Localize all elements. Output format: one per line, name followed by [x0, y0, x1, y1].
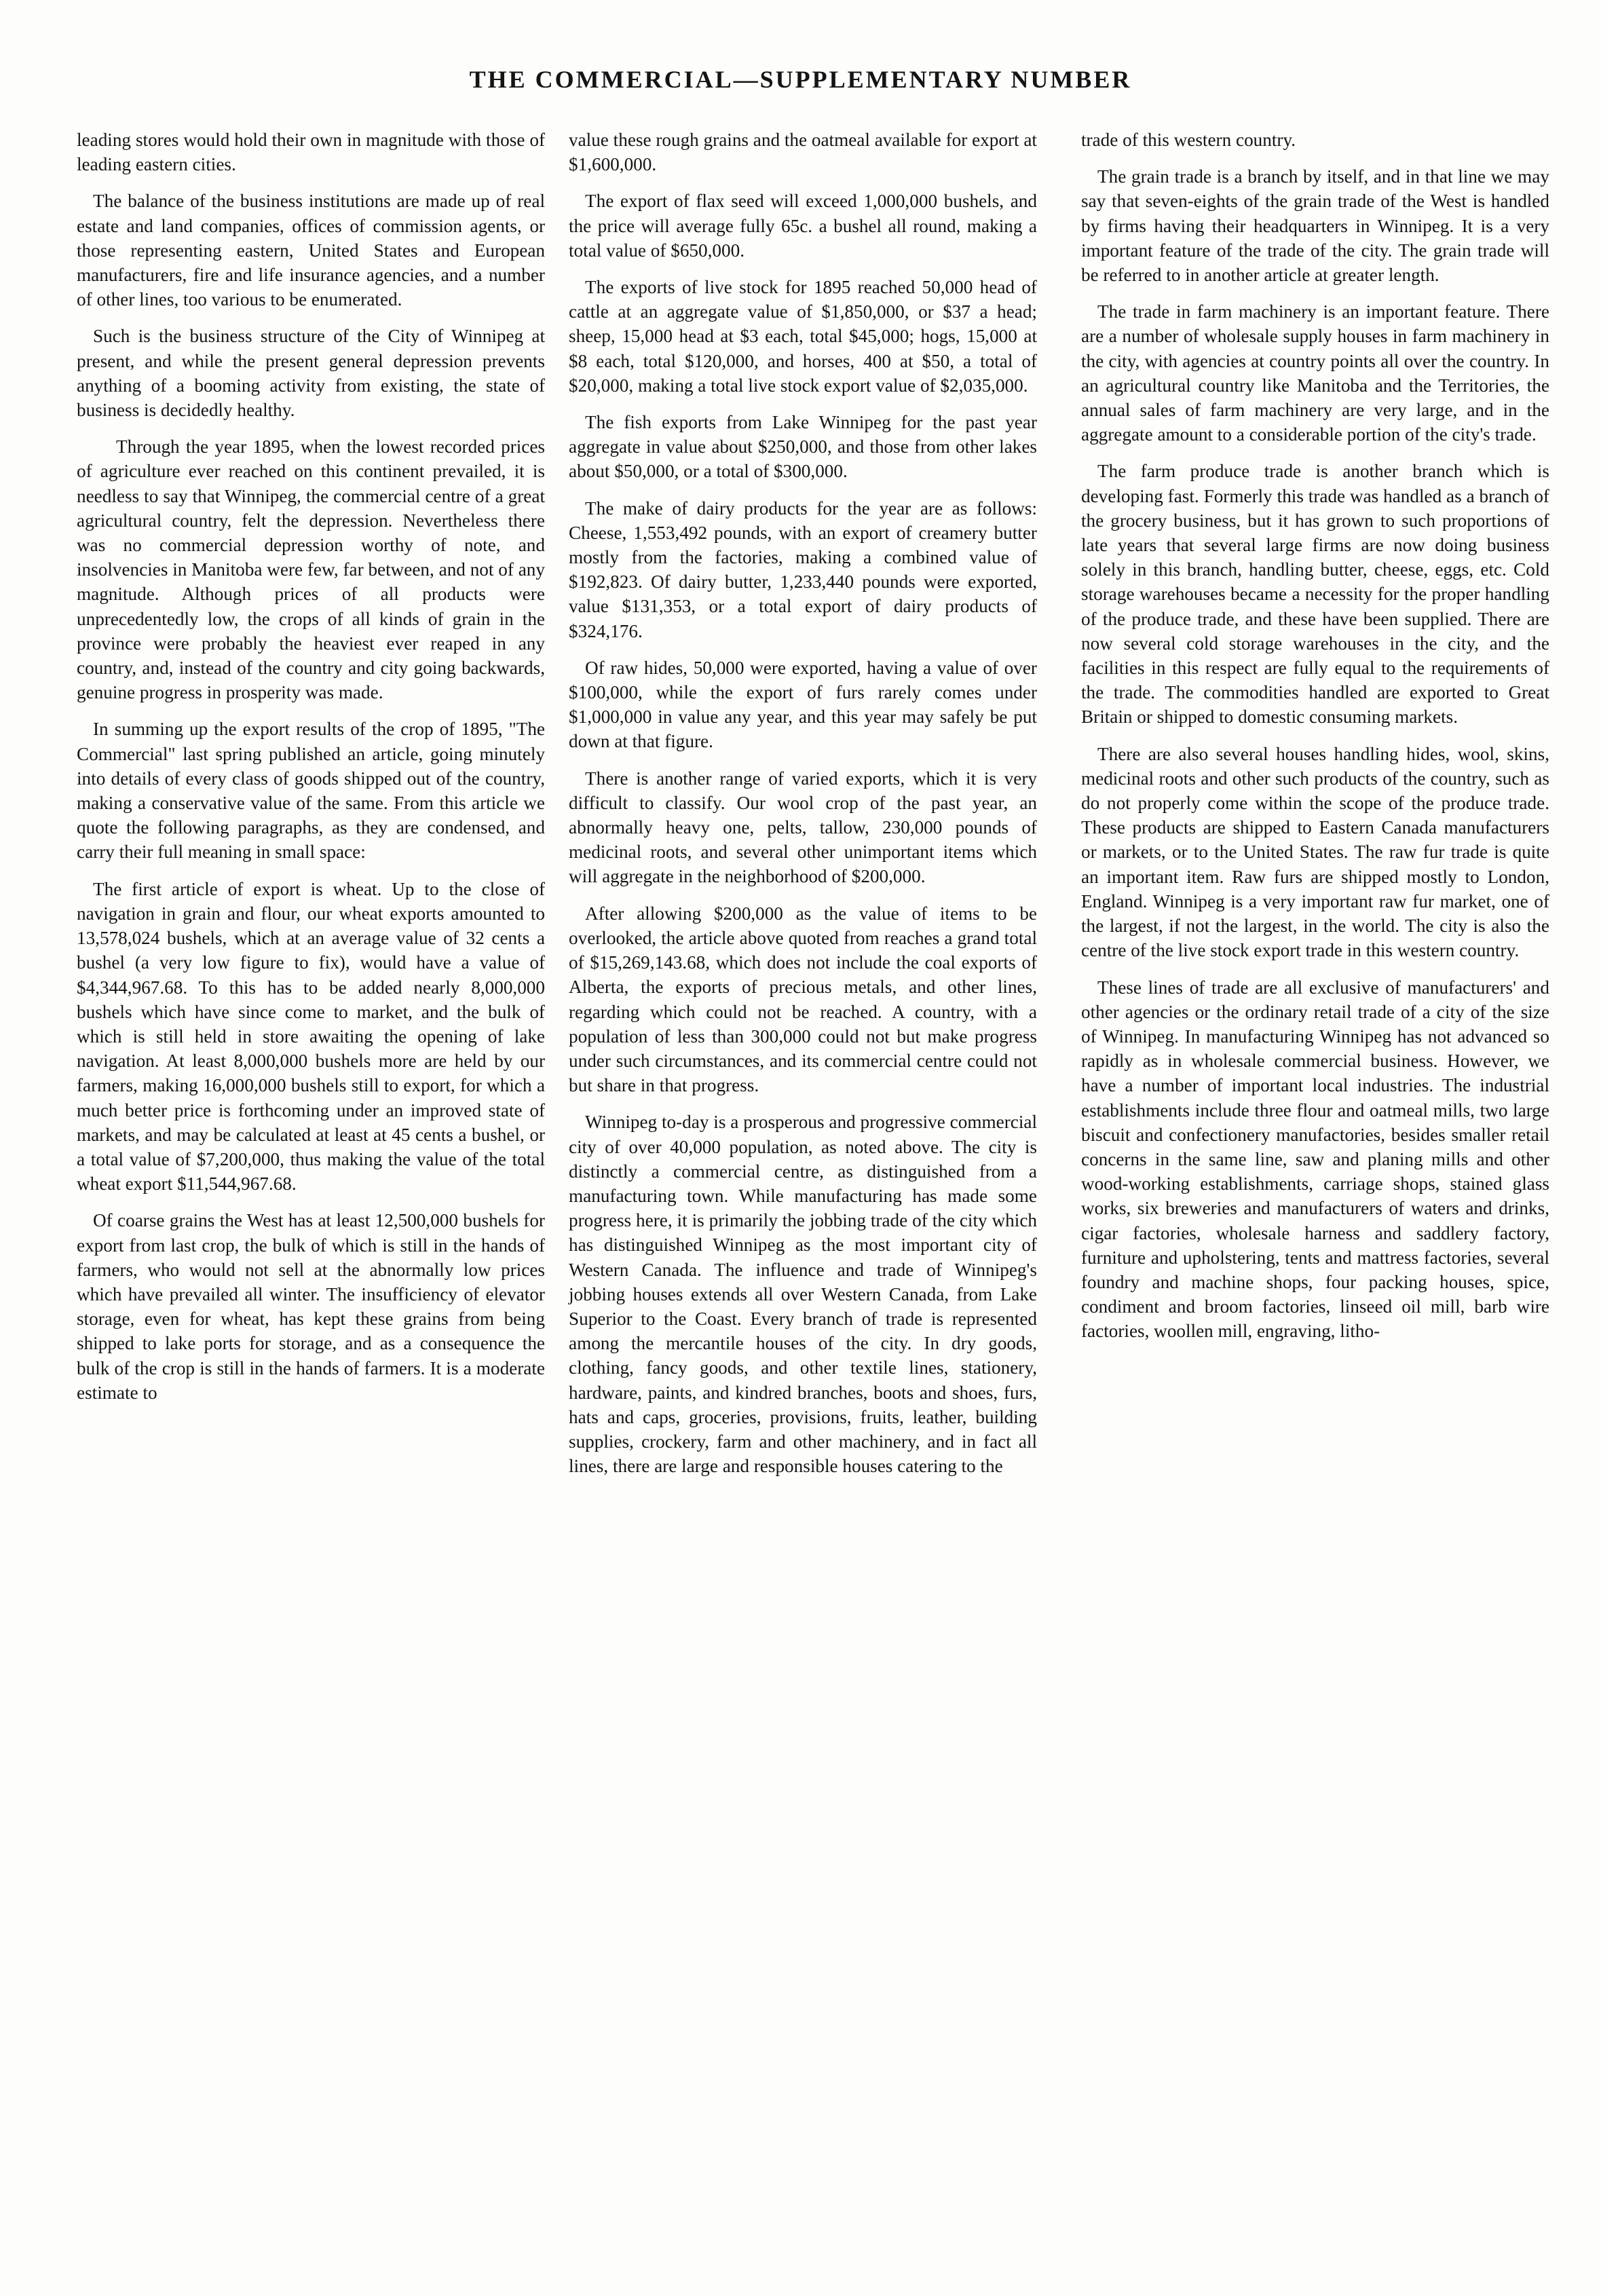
paragraph: The trade in farm machinery is an important feature. There are a number of wholesale supply houses in farm machinery in the city, with agencies at country points all over the country. In an agricultural country like Manitoba and the Territories, the annual sales of farm machinery are very large, and in the aggregate amount to a considerable portion of the city's trade. [1081, 301, 1549, 445]
paragraph: trade of this western country. [1081, 130, 1296, 150]
column-2 [569, 128, 1037, 1490]
paragraph: There are also several houses handling hides, wool, skins, medicinal roots and other such products of the country, such as do not properly come within the scope of the produce trade. These products are shipped to Eastern Canada manufacturers or markets, or to the United States. The raw fur trade is quite an important item. Raw furs are shipped mostly to London, England. Winnipeg is a very important raw fur market, one of the largest, if not the largest, in the world. The city is also the centre of the live stock export trade in this western country. [1081, 743, 1549, 961]
paragraph: Of coarse grains the West has at least 12,500,000 bushels for export from last crop, the bulk of which is still in the hands of farmers, who would not sell at the abnormally low prices which have prevailed all winter. The insufficiency of elevator storage, even for wheat, has kept these grains from being shipped to lake ports for storage, and as a consequence the bulk of the crop is still in the hands of farmers. It is a moderate estimate to [77, 1210, 545, 1403]
paragraph: The make of dairy products for the year are as follows: Cheese, 1,553,492 pounds, with an export of creamery butter mostly from the factories, making a combined value of $192,823. Of dairy butter, 1,233,440 pounds were exported, value $131,353, or a total export of dairy products of $324,176. [569, 497, 1037, 641]
paragraph: The exports of live stock for 1895 reached 50,000 head of cattle at an aggregate value of $1,850,000, or $37 a head; sheep, 15,000 head at $3 each, total $45,000; hogs, 15,000 at $8 each, total $120,000, and horses, 400 at $50, a total of $20,000, making a total live stock export value of $2,035,000. [569, 277, 1037, 396]
paragraph: The fish exports from Lake Winnipeg for the past year aggregate in value about $250,000, and those from other lakes about $50,000, or a total of $300,000. [569, 412, 1037, 482]
paragraph: value these rough grains and the oatmeal available for export at $1,600,000. [569, 130, 1037, 175]
page-header: THE COMMERCIAL—SUPPLEMENTARY NUMBER [469, 66, 1132, 93]
paragraph: After allowing $200,000 as the value of items to be overlooked, the article above quoted from reaches a grand total of $15,269,143.68, which does not include the coal exports of Alberta, the exports of precious metals, and other lines, regarding which could not be reached. A country, with a population of less than 300,000 could not but make progress under such circumstances, and its commercial centre could not but share in that progress. [569, 903, 1037, 1096]
paragraph: The farm produce trade is another branch which is developing fast. Formerly this trade was handled as a branch of the grocery business, but it has grown to such proportions of late years that several large firms are now doing business solely in this branch, handling butter, cheese, eggs, etc. Cold storage warehouses became a necessity for the proper handling of the produce trade, and these have been supplied. There are now several cold storage warehouses in the city, and the facilities in this respect are fully equal to the requirements of the trade. The commodities handled are exported to Great Britain or shipped to domestic consuming markets. [1081, 461, 1549, 728]
paragraph: Through the year 1895, when the lowest recorded prices of agriculture ever reached on this continent prevailed, it is needless to say that Winnipeg, the commercial centre of a great agricultural country, felt the depression. Nevertheless there was no commercial depression worthy of note, and insolvencies in Manitoba were few, far between, and not of any magnitude. Although prices of all products were unprecedentedly low, the crops of all kinds of grain in the province were probably the heaviest ever reaped in any country, and, instead of the country and city going backwards, genuine progress in prosperity was made. [77, 436, 545, 703]
column-3 [1081, 128, 1549, 1356]
paragraph: The grain trade is a branch by itself, and in that line we may say that seven-eights of the grain trade of the West is handled by firms having their headquarters in Winnipeg. It is a very important feature of the trade of the city. The grain trade will be referred to in another article at greater length. [1081, 166, 1549, 286]
column-1 [77, 128, 545, 1417]
paragraph: The export of flax seed will exceed 1,000,000 bushels, and the price will average fully 65c. a bushel all round, making a total value of $650,000. [569, 191, 1037, 261]
paragraph: There is another range of varied exports, which it is very difficult to classify. Our wool crop of the past year, an abnormally heavy one, pelts, tallow, 230,000 pounds of medicinal roots, and several other unimportant items which will aggregate in the neighborhood of $200,000. [569, 768, 1037, 887]
paragraph: Winnipeg to-day is a prosperous and progressive commercial city of over 40,000 population, as noted above. The city is distinctly a commercial centre, as distinguished from a manufacturing town. While manufacturing has made some progress here, it is primarily the jobbing trade of the city which has distinguished Winnipeg as the most important city of Western Canada. The influence and trade of Winnipeg's jobbing houses extends all over Western Canada, from Lake Superior to the Coast. Every branch of trade is represented among the mercantile houses of the city. In dry goods, clothing, fancy goods, and other textile lines, stationery, hardware, paints, and kindred branches, boots and shoes, furs, hats and caps, groceries, provisions, fruits, leather, building supplies, crockery, farm and other machinery, and in fact all lines, there are large and responsible houses catering to the [569, 1112, 1037, 1477]
paragraph: These lines of trade are all exclusive of manufacturers' and other agencies or the ordinary retail trade of a city of the size of Winnipeg. In manufacturing Winnipeg has not advanced so rapidly as in wholesale commercial business. However, we have a number of important local industries. The industrial establishments include three flour and oatmeal mills, two large biscuit and confectionery manufactories, besides smaller retail concerns in the same line, saw and planing mills and other wood-working establishments, carriage shops, stained glass works, six breweries and manufacturers of waters and drinks, cigar factories, wholesale harness and saddlery factory, furniture and upholstering, tents and mattress factories, several foundry and machine shops, four packing houses, spice, condiment and broom factories, linseed oil mill, barb wire factories, woollen mill, engraving, litho- [1081, 977, 1549, 1342]
paragraph: The first article of export is wheat. Up to the close of navigation in grain and flour, our wheat exports amounted to 13,578,024 bushels, which at an average value of 32 cents a bushel (a very low figure to fix), would have a value of $4,344,967.68. To this has to be added nearly 8,000,000 bushels which have since come to market, and the bulk of which is still held in store awaiting the opening of lake navigation. At least 8,000,000 bushels more are held by our farmers, making 16,000,000 bushels still to export, for which a much better price is forthcoming under an improved state of markets, and may be calculated at least at 45 cents a bushel, or a total value of $7,200,000, thus making the value of the total wheat export $11,544,967.68. [77, 878, 545, 1194]
paragraph: In summing up the export results of the crop of 1895, "The Commercial" last spring published an article, going minutely into details of every class of goods shipped out of the country, making a conservative value of the same. From this article we quote the following paragraphs, as they are condensed, and carry their full meaning in small space: [77, 719, 545, 863]
paragraph: The balance of the business institutions are made up of real estate and land companies, offices of commission agents, or those representing eastern, United States and European manufacturers, fire and life insurance agencies, and a number of other lines, too various to be enumerated. [77, 191, 545, 310]
paragraph: leading stores would hold their own in magnitude with those of leading eastern cities. [77, 130, 545, 175]
paragraph: Such is the business structure of the City of Winnipeg at present, and while the present general depression prevents anything of a booming activity from existing, the state of business is decidedly healthy. [77, 326, 545, 421]
paragraph: Of raw hides, 50,000 were exported, having a value of over $100,000, while the export of furs rarely comes under $1,000,000 in value any year, and this year may safely be put down at that figure. [569, 657, 1037, 752]
